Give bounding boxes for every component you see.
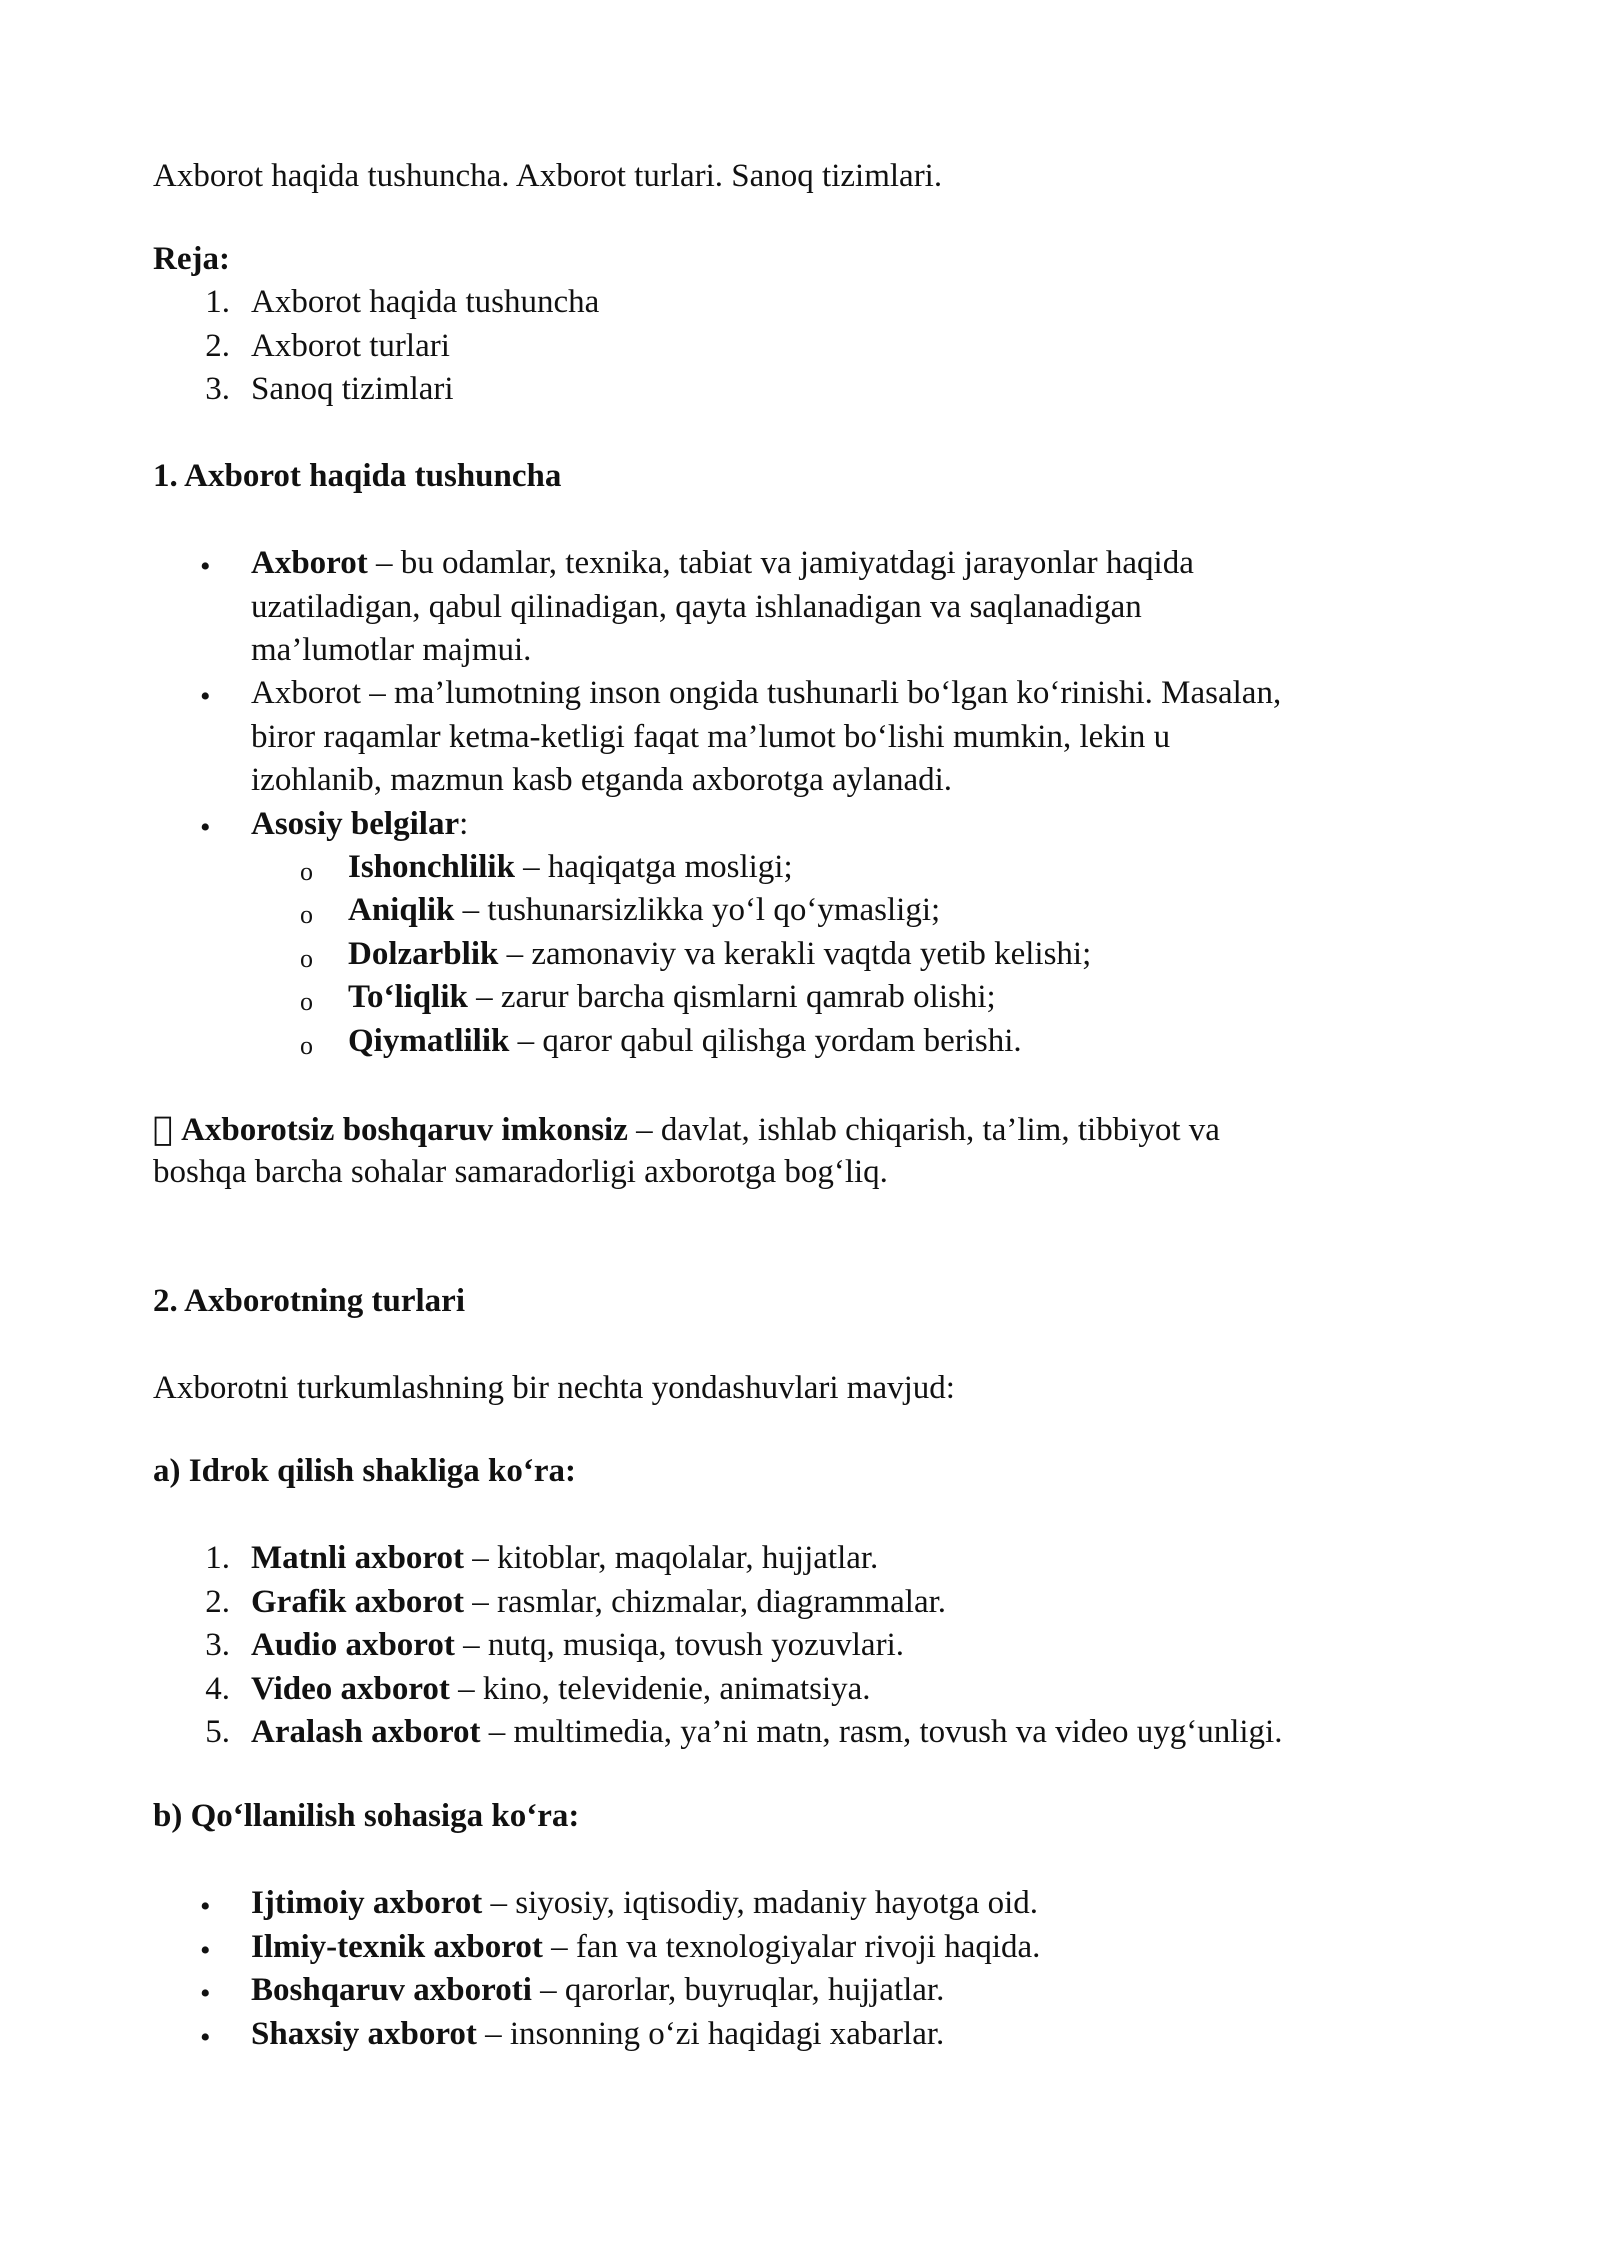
plan-item-number: 3. (205, 371, 230, 407)
term: Dolzarblik (348, 936, 499, 972)
definition: – davlat, ishlab chiqarish, ta’lim, tibbiyot va (599, 1112, 1192, 1148)
list-item (251, 803, 468, 847)
list-item-number: 3. (205, 1627, 230, 1663)
list-item-number: 5. (205, 1714, 230, 1750)
list-item (251, 1668, 871, 1712)
section2-heading (153, 1280, 465, 1324)
term: Axborot (251, 545, 368, 581)
list-item-continuation: biror raqamlar ketma-ketligi faqat ma’lumot bo‘lishi mumkin, lekin u (251, 719, 1171, 755)
circle-bullet-icon: o (300, 944, 313, 973)
circle-bullet-icon: o (300, 857, 313, 886)
plan-item-number: 1. (205, 284, 230, 320)
punctuation: : (459, 806, 469, 842)
plan-item: Sanoq tizimlari (251, 371, 454, 407)
sub-b-heading (153, 1795, 579, 1839)
missing-glyph-icon (153, 1109, 173, 1148)
term: Grafik axborot (251, 1584, 464, 1620)
sub-b-heading-text: b) Qo‘llanilish sohasiga ko‘ra: (153, 1798, 580, 1834)
term: Video axborot (251, 1671, 450, 1707)
term: Ijtimoiy axborot (251, 1885, 483, 1921)
definition: – rasmlar, chizmalar, diagrammalar. (463, 1584, 947, 1620)
circle-bullet-icon: o (300, 987, 313, 1016)
list-item (251, 1926, 1040, 1970)
term: Ilmiy-texnik axborot (251, 1929, 543, 1965)
term: Aniqlik (348, 892, 455, 928)
sub-a-heading-text: a) Idrok qilish shakliga ko‘ra: (153, 1453, 577, 1489)
list-item-number: 4. (205, 1671, 230, 1707)
list-item (251, 1624, 904, 1668)
definition: – kitoblar, maqolalar, hujjatlar. (463, 1540, 879, 1576)
definition: – tushunarsizlikka yo‘l qo‘ymasligi; (454, 892, 941, 928)
definition: – haqiqatga mosligi; (514, 849, 793, 885)
bullet-icon: • (200, 680, 211, 713)
list-item (348, 889, 940, 933)
bullet-icon: • (200, 1977, 211, 2010)
list-item (251, 1969, 944, 2013)
list-item (348, 1020, 1022, 1064)
definition: – kino, televidenie, animatsiya. (449, 1671, 871, 1707)
definition: – insonning o‘zi haqidagi xabarlar. (476, 2016, 945, 2052)
list-item (251, 1581, 946, 1625)
list-item (251, 1882, 1038, 1926)
term: Shaxsiy axborot (251, 2016, 477, 2052)
document-title: Axborot haqida tushuncha. Axborot turlari. Sanoq tizimlari. (153, 158, 943, 194)
section2-intro: Axborotni turkumlashning bir nechta yondashuvlari mavjud: (153, 1370, 955, 1406)
note-continuation: boshqa barcha sohalar samaradorligi axborotga bog‘liq. (153, 1154, 888, 1190)
definition: – qarorlar, buyruqlar, hujjatlar. (531, 1972, 945, 2008)
definition: – multimedia, ya’ni matn, rasm, tovush va video uyg‘unligi. (480, 1714, 1283, 1750)
bullet-icon: • (200, 1890, 211, 1923)
plan-item-number: 2. (205, 328, 230, 364)
plan-item: Axborot turlari (251, 328, 450, 364)
plan-heading-text: Reja: (153, 241, 230, 277)
list-item-number: 2. (205, 1584, 230, 1620)
list-item (251, 1711, 1282, 1755)
bullet-icon: • (200, 811, 211, 844)
note-paragraph (153, 1107, 1220, 1153)
term: Audio axborot (251, 1627, 455, 1663)
definition: – fan va texnologiyalar rivoji haqida. (542, 1929, 1041, 1965)
definition: – nutq, musiqa, tovush yozuvlari. (454, 1627, 904, 1663)
list-item (251, 1537, 878, 1581)
bullet-icon: • (200, 2021, 211, 2054)
term: Matnli axborot (251, 1540, 464, 1576)
term: Axborotsiz boshqaruv imkonsiz (153, 1112, 600, 1148)
bullet-icon: • (200, 1934, 211, 1967)
definition: – bu odamlar, texnika, tabiat va jamiyatdagi jarayonlar haqida (367, 545, 1194, 581)
section1-heading (153, 455, 561, 499)
plan-item: Axborot haqida tushuncha (251, 284, 600, 320)
definition: – qaror qabul qilishga yordam berishi. (509, 1023, 1022, 1059)
list-item-continuation: izohlanib, mazmun kasb etganda axborotga aylanadi. (251, 762, 953, 798)
sub-a-heading (153, 1450, 576, 1494)
list-item-number: 1. (205, 1540, 230, 1576)
term: Asosiy belgilar (251, 806, 460, 842)
section1-heading-text: 1. Axborot haqida tushuncha (153, 458, 562, 494)
list-item-continuation: uzatiladigan, qabul qilinadigan, qayta ishlanadigan va saqlanadigan (251, 589, 1142, 625)
list-item-continuation: ma’lumotlar majmui. (251, 632, 532, 668)
circle-bullet-icon: o (300, 1031, 313, 1060)
section2-heading-text: 2. Axborotning turlari (153, 1283, 466, 1319)
term: Ishonchlilik (348, 849, 515, 885)
circle-bullet-icon: o (300, 900, 313, 929)
list-item (348, 976, 996, 1020)
term: To‘liqlik (348, 979, 468, 1015)
definition: – zamonaviy va kerakli vaqtda yetib kelishi; (498, 936, 1092, 972)
list-item (348, 933, 1091, 977)
list-item: Axborot – ma’lumotning inson ongida tushunarli bo‘lgan ko‘rinishi. Masalan, (251, 675, 1282, 711)
list-item (251, 542, 1194, 586)
bullet-icon: • (200, 550, 211, 583)
plan-heading (153, 238, 230, 282)
list-item (251, 2013, 944, 2057)
term: Boshqaruv axboroti (251, 1972, 532, 2008)
definition: – siyosiy, iqtisodiy, madaniy hayotga oid. (482, 1885, 1039, 1921)
term: Qiymatlilik (348, 1023, 510, 1059)
list-item (348, 846, 793, 890)
term: Aralash axborot (251, 1714, 481, 1750)
definition: – zarur barcha qismlarni qamrab olishi; (467, 979, 996, 1015)
